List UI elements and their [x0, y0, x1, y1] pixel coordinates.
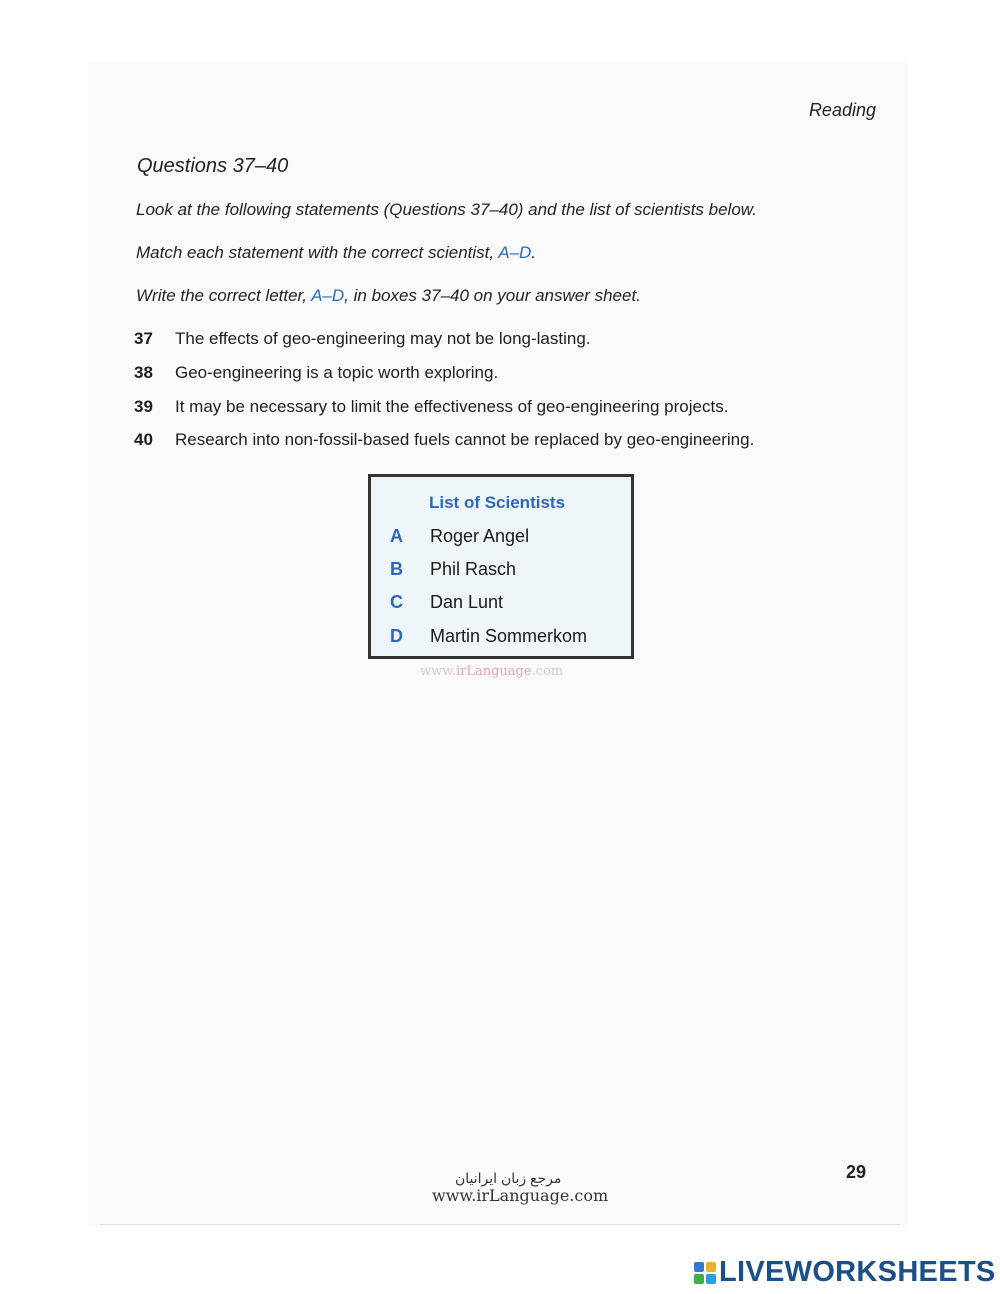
watermark	[420, 664, 563, 679]
watermark-brand: irLanguage	[455, 664, 532, 679]
scientist-letter: A	[390, 526, 403, 546]
statement-38	[134, 363, 498, 383]
liveworksheets-logo[interactable]	[694, 1256, 996, 1289]
statement-text: Research into non-fossil-based fuels cannot be replaced by geo-engineering.	[175, 430, 755, 449]
instruction-match	[136, 243, 536, 263]
instruction-write-range: A–D	[311, 286, 345, 305]
statement-text: Geo-engineering is a topic worth exploring.	[175, 363, 499, 382]
scientist-row-d	[371, 626, 587, 647]
scientist-letter: D	[390, 626, 403, 646]
instruction-write	[136, 286, 641, 306]
section-label: Reading	[808, 100, 876, 120]
instruction-write-text: Write the correct letter,	[136, 286, 312, 305]
statement-37	[134, 329, 591, 349]
page-number: 29	[846, 1162, 867, 1182]
statement-number: 39	[134, 397, 153, 416]
statement-number: 40	[134, 430, 153, 449]
instruction-write-end: , in boxes 37–40 on your answer sheet.	[344, 286, 641, 305]
scientist-list-box	[368, 474, 634, 659]
page-bottom-divider	[100, 1224, 900, 1225]
instruction-look: Look at the following statements (Questions 37–40) and the list of scientists below.	[136, 200, 757, 219]
scientist-list-title: List of Scientists	[429, 493, 566, 512]
instruction-match-text: Match each statement with the correct scientist,	[136, 243, 499, 262]
scientist-row-c	[371, 592, 503, 613]
logo-text: LIVEWORKSHEETS	[719, 1256, 996, 1288]
scientist-name: Phil Rasch	[430, 559, 517, 579]
statement-text: It may be necessary to limit the effectiveness of geo-engineering projects.	[175, 397, 729, 416]
scientist-name: Martin Sommerkom	[430, 626, 588, 646]
scientist-letter: B	[390, 559, 403, 579]
scientist-name: Roger Angel	[430, 526, 530, 546]
scientist-letter: C	[390, 592, 403, 612]
statement-text: The effects of geo-engineering may not be long-lasting.	[175, 329, 591, 348]
scientist-row-a	[371, 526, 529, 547]
scientist-name: Dan Lunt	[430, 592, 504, 612]
scientist-row-b	[371, 559, 516, 580]
footer-url: www.irLanguage.com	[432, 1186, 609, 1205]
logo-grid-icon	[694, 1262, 716, 1284]
statement-number: 37	[134, 329, 153, 348]
statement-39	[134, 397, 728, 417]
instruction-match-range: A–D	[498, 243, 532, 262]
statement-40	[134, 430, 754, 450]
footer-persian-text: مرجع زبان ایرانیان	[455, 1170, 562, 1186]
watermark-prefix: www.	[420, 664, 456, 679]
instruction-match-end: .	[531, 243, 537, 262]
watermark-suffix: .com	[531, 664, 564, 679]
statement-number: 38	[134, 363, 153, 382]
questions-heading: Questions 37–40	[137, 155, 289, 177]
